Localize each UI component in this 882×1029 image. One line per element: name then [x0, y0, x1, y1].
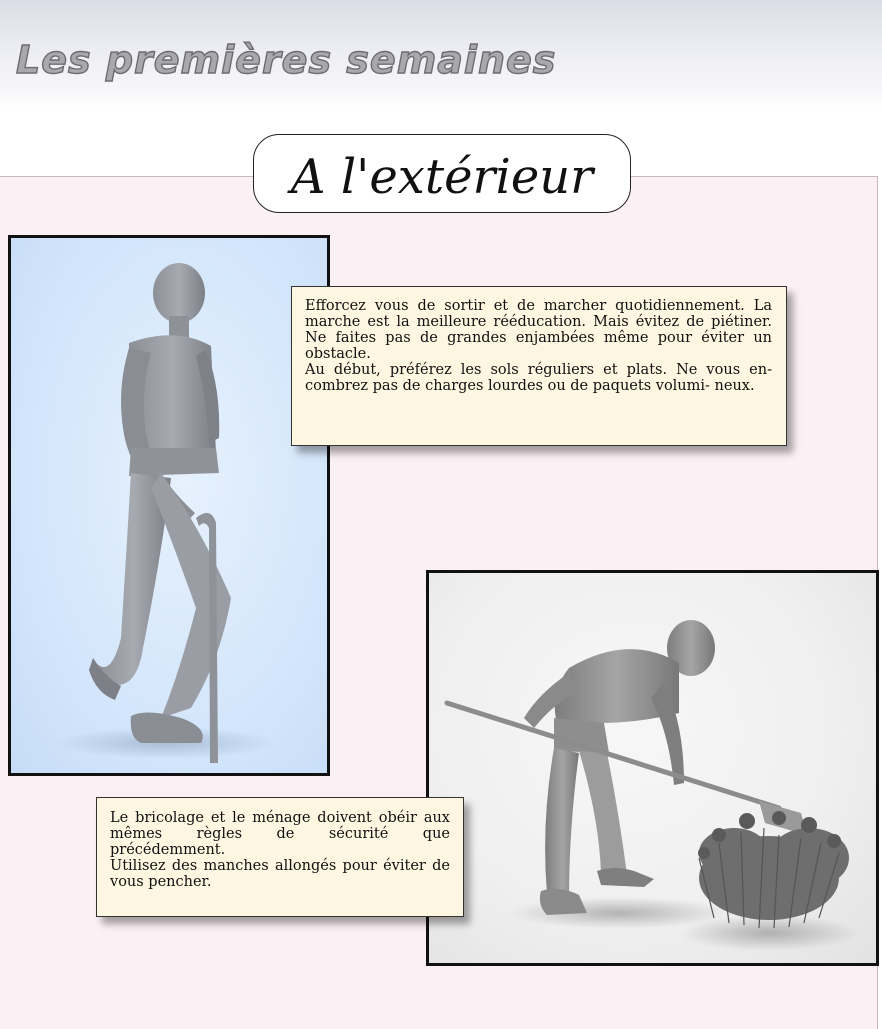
diy-paragraph-2: Utilisez des manches allongés pour éviter de vous pencher.: [110, 858, 450, 890]
diy-advice-box: [96, 797, 464, 917]
walking-man-image: [8, 235, 330, 776]
diy-paragraph-1: Le bricolage et le ménage doivent obéir aux mêmes règles de sécurité que précédemment.: [110, 810, 450, 858]
section-heading-pill: [253, 134, 631, 213]
walking-man-figure: [11, 238, 327, 773]
section-title: A l'extérieur: [290, 149, 594, 205]
walking-paragraph-1: Efforcez vous de sortir et de marcher quotidiennement. La marche est la meilleure rééducation. Mais évitez de piétiner. Ne faites pas de grandes enjambées même pour éviter un obstacle.: [305, 298, 772, 362]
walking-advice-box: [291, 286, 787, 446]
gardening-man-image: [426, 570, 879, 966]
page-title: Les premières semaines: [16, 38, 557, 82]
walking-paragraph-2: Au début, préférez les sols réguliers et plats. Ne vous en- combrez pas de charges lourdes ou de paquets volumi- neux.: [305, 362, 772, 394]
header-band: [0, 0, 882, 108]
gardening-man-figure: [429, 573, 876, 963]
